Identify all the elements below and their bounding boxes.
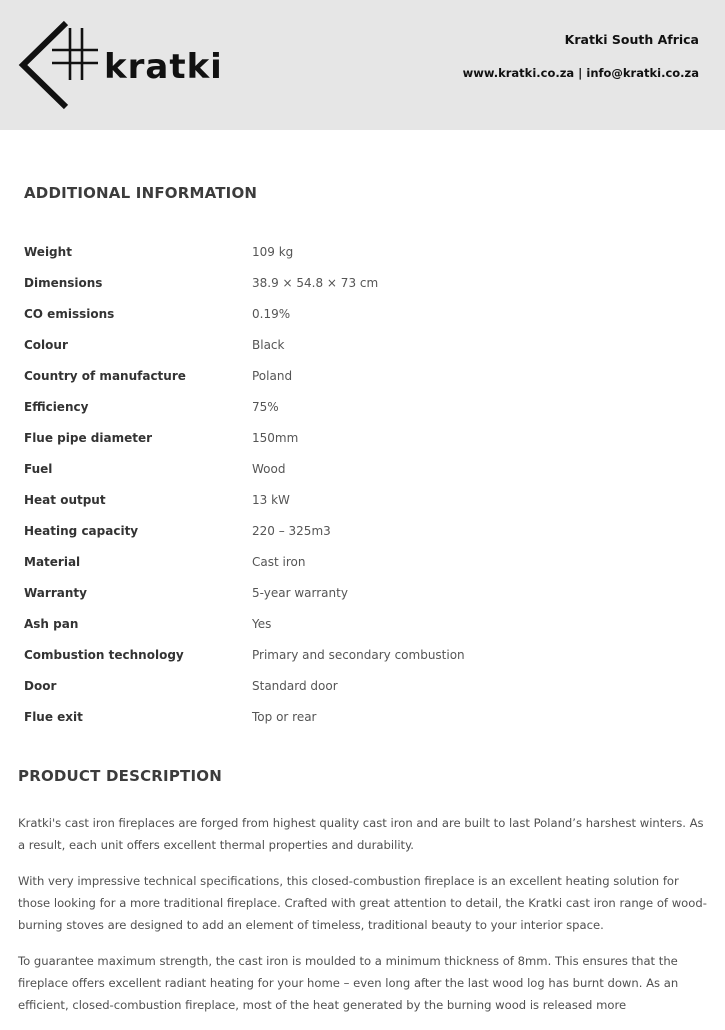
table-row: [24, 484, 684, 515]
additional-info-heading: ADDITIONAL INFORMATION: [24, 184, 258, 202]
spec-label: Door: [24, 678, 57, 693]
spec-value: 220 – 325m3: [252, 523, 331, 538]
page-header: [0, 0, 725, 130]
table-row: [24, 360, 684, 391]
spec-label: Combustion technology: [24, 647, 184, 662]
spec-value: Standard door: [252, 678, 338, 693]
spec-label: Heat output: [24, 492, 106, 507]
table-row: [24, 422, 684, 453]
table-row: [24, 515, 684, 546]
spec-label: Material: [24, 554, 81, 569]
spec-value: Cast iron: [252, 554, 306, 569]
spec-value: Wood: [252, 461, 286, 476]
table-row: [24, 546, 684, 577]
spec-label: Colour: [24, 337, 68, 352]
table-row: [24, 670, 684, 701]
spec-value: 75%: [252, 399, 279, 414]
table-row: [24, 639, 684, 670]
spec-label: Warranty: [24, 585, 87, 600]
spec-value: 0.19%: [252, 306, 291, 321]
spec-value: 150mm: [252, 430, 299, 445]
contact-info: www.kratki.co.za | info@kratki.co.za: [462, 66, 699, 80]
table-row: [24, 298, 684, 329]
spec-label: Fuel: [24, 461, 53, 476]
spec-value: Black: [252, 337, 285, 352]
table-row: [24, 701, 684, 732]
spec-value: Yes: [252, 616, 272, 631]
description-paragraph: With very impressive technical specifications, this closed-combustion fireplace is an excellent heating solution for those looking for a more traditional fireplace. Crafted with great attention to detail, the Kratki cast iron range of wood-burning stoves are designed to add an element of timeless, traditional beauty to your interior space.: [18, 874, 707, 932]
product-description-heading: PRODUCT DESCRIPTION: [18, 767, 222, 785]
spec-label: Flue exit: [24, 709, 83, 724]
table-row: [24, 267, 684, 298]
spec-label: CO emissions: [24, 306, 115, 321]
spec-label: Country of manufacture: [24, 368, 186, 383]
table-row: [24, 236, 684, 267]
description-paragraph: Kratki's cast iron fireplaces are forged from highest quality cast iron and are built to last Poland’s harshest winters. As a result, each unit offers excellent thermal properties and durability.: [18, 816, 704, 852]
table-row: [24, 329, 684, 360]
spec-label: Flue pipe diameter: [24, 430, 153, 445]
spec-label: Ash pan: [24, 616, 79, 631]
spec-value: Primary and secondary combustion: [252, 647, 465, 662]
spec-value: Top or rear: [252, 709, 317, 724]
spec-label: Dimensions: [24, 275, 103, 290]
spec-value: 38.9 × 54.8 × 73 cm: [252, 275, 379, 290]
table-row: [24, 391, 684, 422]
spec-value: 13 kW: [252, 492, 290, 507]
spec-value: 109 kg: [252, 244, 294, 259]
spec-label: Efficiency: [24, 399, 89, 414]
spec-value: Poland: [252, 368, 293, 383]
spec-label: Weight: [24, 244, 72, 259]
spec-label: Heating capacity: [24, 523, 139, 538]
spec-value: 5-year warranty: [252, 585, 348, 600]
spec-table: [24, 236, 684, 732]
kratki-logo: [18, 18, 298, 112]
description-paragraph: To guarantee maximum strength, the cast iron is moulded to a minimum thickness of 8mm. This ensures that the fireplace offers excellent radiant heating for your home – even long after the last wood log has burnt down. As an efficient, closed-combustion fireplace, most of the heat generated by the burning wood is released more: [18, 954, 679, 1012]
table-row: [24, 608, 684, 639]
table-row: [24, 453, 684, 484]
table-row: [24, 577, 684, 608]
company-name: Kratki South Africa: [564, 32, 699, 47]
product-description-body: [18, 812, 710, 1030]
logo-wordmark: kratki: [104, 47, 223, 87]
